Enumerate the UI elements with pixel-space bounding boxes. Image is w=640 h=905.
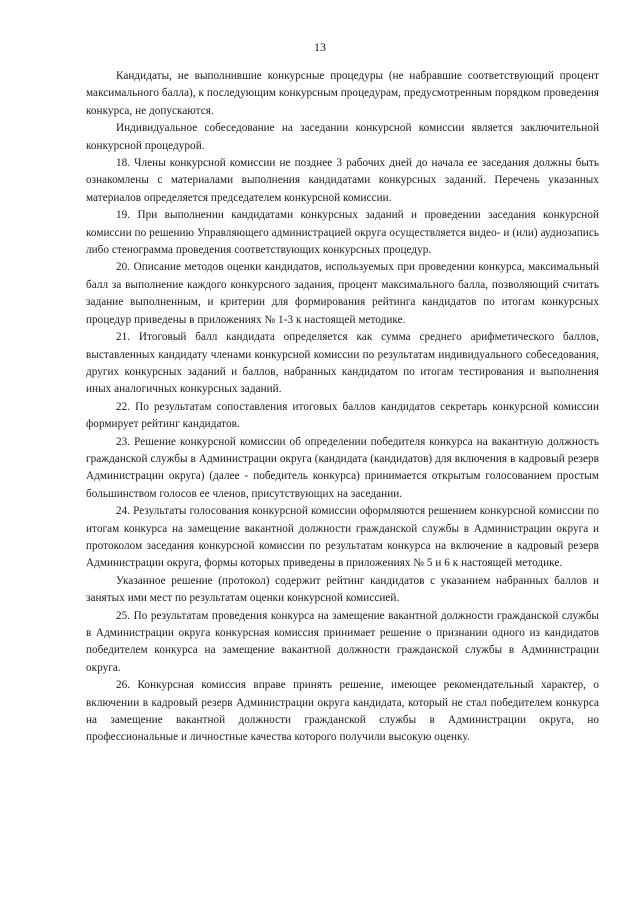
paragraph-individual-interview: Индивидуальное собеседование на заседании конкурсной комиссии является заключительной конкурсной процедурой. [86, 122, 599, 152]
paragraph-item-24: 24. Результаты голосования конкурсной комиссии оформляются решением конкурсной комиссии по итогам конкурса на замещение вакантной должности гражданской службы в Администрации округа и протоколом заседания конкурсной комиссии по результатам конкурса на включение в кадровый резерв Администрации округа, формы которых приведены в приложениях № 5 и 6 к настоящей методике. [86, 505, 599, 570]
paragraph-decision-rating: Указанное решение (протокол) содержит рейтинг кандидатов с указанием набранных баллов и занятых ими мест по результатам оценки конкурсной комиссией. [86, 574, 599, 605]
paragraph-item-26: 26. Конкурсная комиссия вправе принять решение, имеющее рекомендательный характер, о включении в кадровый резерв Администрации округа кандидата, который не стал победителем конкурса на замещение вакантной должности гражданской службы в Администрации округа, но профессиональные и личностные качества которого получили высокую оценку. [86, 679, 599, 744]
paragraph-item-25: 25. По результатам проведения конкурса на замещение вакантной должности гражданской службы в Администрации округа конкурсная комиссия принимает решение о признании одного из кандидатов победителем конкурса на замещение вакантной должности гражданской службы в Администрации округа. [86, 609, 599, 674]
paragraph-item-22: 22. По результатам сопоставления итоговых баллов кандидатов секретарь конкурсной комиссии формирует рейтинг кандидатов. [86, 400, 599, 431]
paragraph-item-20: 20. Описание методов оценки кандидатов, используемых при проведении конкурса, максимальный балл за выполнение каждого конкурсного задания, процент максимального балла, позволяющий считать задание выполненным, и критерии для формирования рейтинга кандидатов по итогам конкурсных процедур приведены в приложениях № 1-3 к настоящей методике. [86, 261, 599, 326]
paragraph-item-23: 23. Решение конкурсной комиссии об определении победителя конкурса на вакантную должность гражданской службы в Администрации округа (кандидата (кандидатов) для включения в кадровый резерв Администрации округа) (далее - победитель конкурса) принимается открытым голосованием простым большинством голосов ее членов, присутствующих на заседании. [86, 435, 599, 500]
paragraph-item-18: 18. Члены конкурсной комиссии не позднее 3 рабочих дней до начала ее заседания должны быть ознакомлены с материалами выполнения кандидатами конкурсных заданий. Перечень указанных материалов определяется председателем конкурсной комиссии. [86, 157, 599, 204]
paragraph-item-19: 19. При выполнении кандидатами конкурсных заданий и проведении заседания конкурсной комиссии по решению Управляющего администрацией округа осуществляется видео- и (или) аудиозапись либо стенограмма проведения соответствующих конкурсных процедур. [86, 209, 599, 257]
paragraph-item-21: 21. Итоговый балл кандидата определяется как сумма среднего арифметического баллов, выставленных кандидату членами конкурсной комиссии по результатам индивидуального собеседования, других конкурсных заданий и баллов, набранных кандидатом по итогам тестирования и выполнения иных аналогичных конкурсных заданий. [86, 331, 599, 396]
paragraph-candidates-not-admitted: Кандидаты, не выполнившие конкурсные процедуры (не набравшие соответствующий процент максимального балла), к последующим конкурсным процедурам, предусмотренным порядком проведения конкурса, не допускаются. [86, 70, 599, 117]
document-body [86, 68, 599, 747]
page-number: 13 [314, 40, 326, 54]
